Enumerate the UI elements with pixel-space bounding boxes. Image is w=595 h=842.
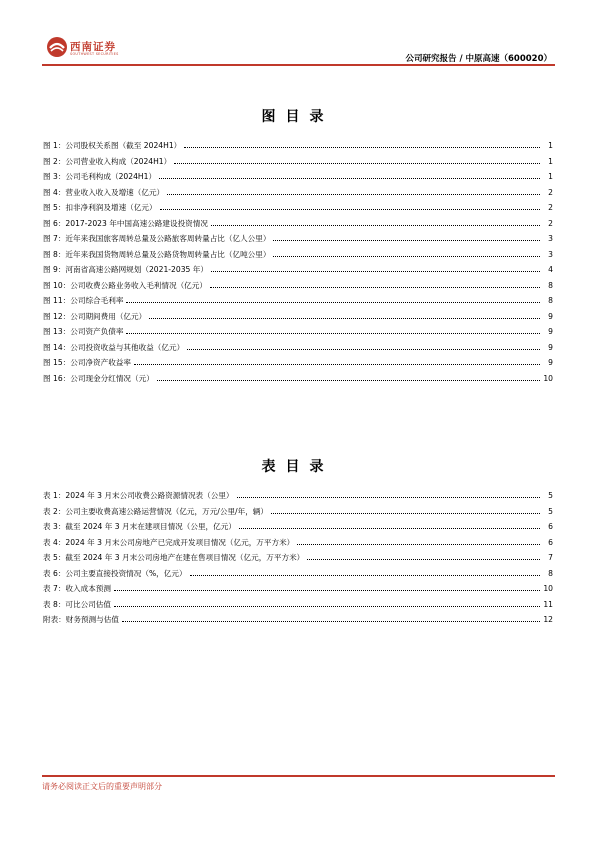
figure-entry-page-number: 2: [548, 187, 553, 197]
dot-leader: [210, 287, 540, 288]
figure-entry-label: 图 16：公司现金分红情况（元）: [43, 373, 154, 383]
dot-leader: [297, 544, 540, 545]
figure-entry[interactable]: [43, 342, 553, 358]
figure-entry-page-number: 2: [548, 203, 553, 212]
footer-divider: [42, 775, 555, 777]
figure-entry-label: 图 1：公司股权关系图（截至 2024H1）: [43, 141, 182, 150]
figure-entry-label: 图 14：公司投资收益与其他收益（亿元）: [43, 342, 185, 352]
company-logo: [46, 36, 126, 60]
figure-entry-label: 图 15：公司净资产收益率: [43, 358, 132, 367]
table-entry-label: 表 8：可比公司估值: [43, 599, 111, 609]
table-entry-label: 表 1：2024 年 3 月末公司收费公路资源情况表（公里）: [43, 491, 234, 500]
dot-leader: [157, 380, 540, 381]
figure-entry-page-number: 10: [543, 373, 553, 383]
table-entry-label: 表 4：2024 年 3 月末公司房地产已完成开发项目情况（亿元，万平方米）: [43, 537, 295, 547]
figure-entry-page-number: 1: [548, 141, 553, 150]
figure-entry-label: 图 4：营业收入收入及增速（亿元）: [43, 187, 165, 197]
dot-leader: [174, 163, 540, 164]
dot-leader: [307, 559, 540, 560]
figure-entry[interactable]: [43, 326, 553, 342]
dot-leader: [114, 606, 540, 607]
table-entry[interactable]: [43, 490, 553, 506]
figure-entry-page-number: 4: [548, 265, 553, 274]
figure-entry-page-number: 9: [548, 342, 553, 352]
figure-entry-page-number: 2: [548, 218, 553, 228]
figure-entry[interactable]: [43, 218, 553, 234]
figure-entry-label: 图 3：公司毛利构成（2024H1）: [43, 172, 157, 181]
report-title: 公司研究报告 / 中原高速（600020）: [405, 54, 552, 64]
figure-entry-page-number: 1: [548, 156, 553, 166]
dot-leader: [187, 349, 540, 350]
dot-leader: [167, 194, 540, 195]
table-entry-label: 附表：财务预测与估值: [43, 615, 119, 624]
figure-entry-label: 图 8：近年来我国货物周转总量及公路货物周转量占比（亿吨公里）: [43, 249, 271, 259]
figure-entry[interactable]: [43, 187, 553, 203]
table-entry-label: 表 5：截至 2024 年 3 月末公司房地产在建在售项目情况（亿元，万平方米）: [43, 553, 305, 562]
table-entry-label: 表 6：公司主要直接投资情况（%，亿元）: [43, 568, 187, 578]
figure-entry-page-number: 9: [548, 311, 553, 321]
table-entry-page-number: 6: [548, 537, 553, 547]
figure-entry[interactable]: [43, 156, 553, 172]
figure-entry-label: 图 2：公司营业收入构成（2024H1）: [43, 156, 172, 166]
figure-entry[interactable]: [43, 233, 553, 249]
logo-subtitle: SOUTHWEST SECURITIES: [70, 52, 119, 56]
logo-emblem-icon: [46, 36, 68, 58]
table-entry[interactable]: [43, 583, 553, 599]
table-entry-label: 表 3：截至 2024 年 3 月末在建项目情况（公里，亿元）: [43, 522, 236, 531]
table-entry[interactable]: [43, 552, 553, 568]
table-list-title: 表目录: [261, 459, 334, 475]
table-entry-page-number: 5: [548, 491, 553, 500]
dot-leader: [134, 364, 540, 365]
figure-entry[interactable]: [43, 249, 553, 265]
figure-entry-page-number: 3: [548, 234, 553, 243]
figure-entry[interactable]: [43, 140, 553, 156]
dot-leader: [211, 225, 540, 226]
dot-leader: [190, 575, 540, 576]
table-entry-label: 表 7：收入成本预测: [43, 584, 111, 593]
dot-leader: [273, 240, 540, 241]
figure-entry-label: 图 9：河南省高速公路网规划（2021-2035 年）: [43, 265, 208, 274]
dot-leader: [237, 497, 540, 498]
table-entry[interactable]: [43, 614, 553, 630]
dot-leader: [273, 256, 540, 257]
dot-leader: [239, 528, 540, 529]
dot-leader: [271, 513, 540, 514]
figure-entry[interactable]: [43, 311, 553, 327]
dot-leader: [211, 271, 540, 272]
dot-leader: [159, 178, 540, 179]
page-header: [0, 0, 595, 70]
table-entry-page-number: 10: [543, 584, 553, 593]
table-entry[interactable]: [43, 568, 553, 584]
header-divider: [42, 64, 555, 66]
table-entry-page-number: 8: [548, 568, 553, 578]
table-entry[interactable]: [43, 599, 553, 615]
dot-leader: [149, 318, 540, 319]
figure-entry-page-number: 3: [548, 249, 553, 259]
figure-entry-page-number: 8: [548, 280, 553, 290]
figure-entry-page-number: 9: [548, 358, 553, 367]
figure-entry-page-number: 8: [548, 296, 553, 305]
dot-leader: [122, 621, 540, 622]
figure-entry-label: 图 5：扣非净利润及增速（亿元）: [43, 203, 157, 212]
figure-entry[interactable]: [43, 295, 553, 311]
table-entry-page-number: 11: [543, 599, 553, 609]
table-entry-page-number: 12: [543, 615, 553, 624]
table-entry-page-number: 5: [548, 506, 553, 516]
figure-entry[interactable]: [43, 264, 553, 280]
dot-leader: [126, 333, 540, 334]
figure-list: [43, 140, 553, 388]
table-entry[interactable]: [43, 506, 553, 522]
dot-leader: [184, 147, 540, 148]
figure-entry[interactable]: [43, 373, 553, 389]
figure-entry-label: 图 12：公司期间费用（亿元）: [43, 311, 147, 321]
logo-name: 西南证券: [70, 41, 116, 53]
figure-entry-label: 图 11：公司综合毛利率: [43, 296, 124, 305]
figure-entry[interactable]: [43, 171, 553, 187]
dot-leader: [126, 302, 540, 303]
figure-entry-label: 图 10：公司收费公路业务收入毛利情况（亿元）: [43, 280, 207, 290]
table-entry-page-number: 6: [548, 522, 553, 531]
dot-leader: [114, 590, 540, 591]
dot-leader: [160, 209, 540, 210]
figure-entry-label: 图 6：2017-2023 年中国高速公路建设投资情况: [43, 218, 208, 228]
figure-entry[interactable]: [43, 357, 553, 373]
figure-entry-page-number: 1: [548, 172, 553, 181]
table-entry[interactable]: [43, 537, 553, 553]
table-entry-label: 表 2：公司主要收费高速公路运营情况（亿元，万元/公里/年，辆）: [43, 506, 268, 516]
figure-list-title: 图目录: [261, 109, 334, 125]
figure-entry-page-number: 9: [548, 327, 553, 336]
table-entry-page-number: 7: [548, 553, 553, 562]
figure-entry[interactable]: [43, 202, 553, 218]
disclaimer-note: 请务必阅读正文后的重要声明部分: [42, 782, 162, 791]
figure-entry[interactable]: [43, 280, 553, 296]
table-list: [43, 490, 553, 630]
figure-entry-label: 图 7：近年来我国旅客周转总量及公路旅客周转量占比（亿人公里）: [43, 234, 271, 243]
figure-entry-label: 图 13：公司资产负债率: [43, 327, 124, 336]
table-entry[interactable]: [43, 521, 553, 537]
